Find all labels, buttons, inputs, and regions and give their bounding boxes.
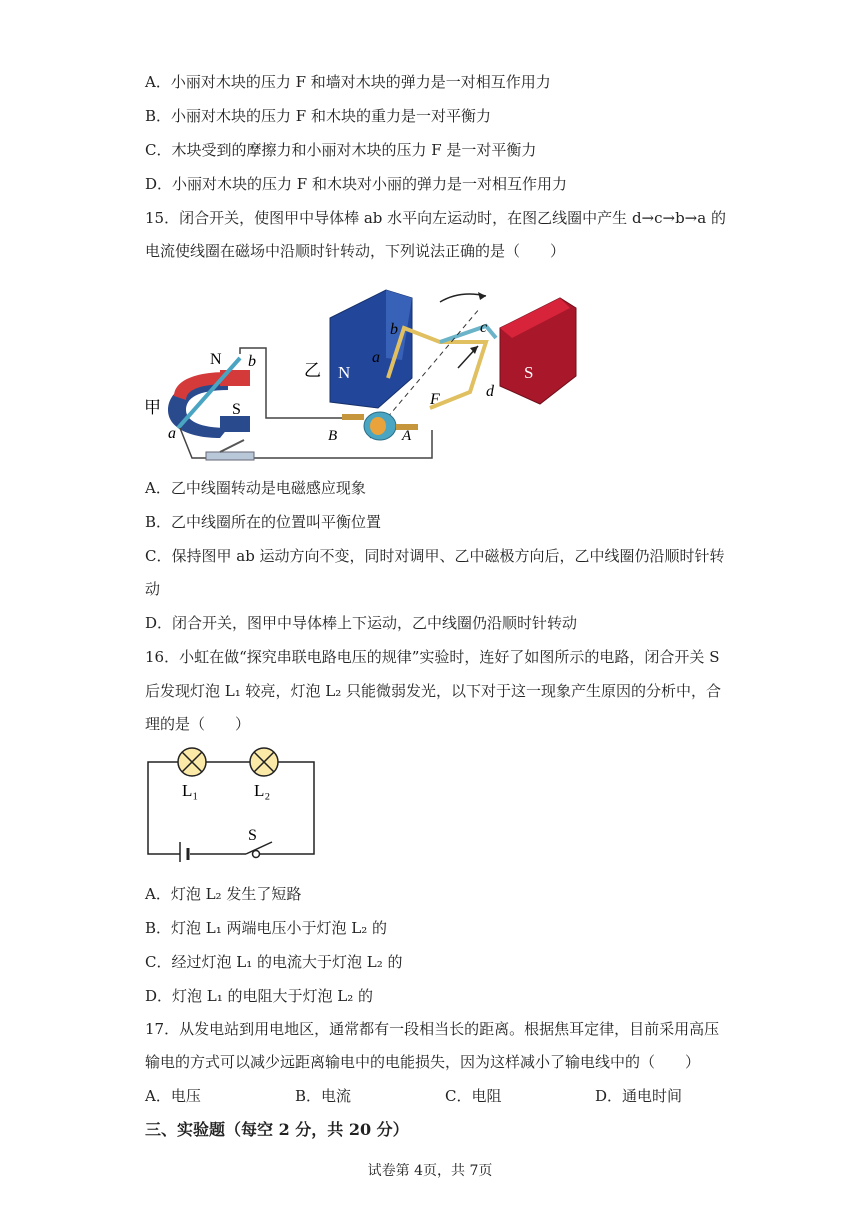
L2-label: L₂ — [254, 781, 271, 800]
q14-option-b: B．小丽对木块的压力 F 和木块的重力是一对平衡力 — [145, 107, 491, 125]
brush-B — [342, 414, 364, 420]
q14-option-d: D．小丽对木块的压力 F 和木块对小丽的弹力是一对相互作用力 — [145, 175, 567, 193]
q14-option-a: A．小丽对木块的压力 F 和墙对木块的弹力是一对相互作用力 — [145, 73, 551, 91]
q15-option-c-line1: C．保持图甲 ab 运动方向不变，同时对调甲、乙中磁极方向后，乙中线圈仍沿顺时针转 — [145, 547, 725, 565]
yi-N-label: N — [338, 363, 351, 382]
q17-option-d: D．通电时间 — [595, 1087, 683, 1105]
q17-stem-line2: 输电的方式可以减少远距离输电中的电能损失，因为这样减小了输电线中的（ ） — [145, 1053, 701, 1071]
q15-option-a: A．乙中线圈转动是电磁感应现象 — [145, 479, 366, 497]
yi-S-pole — [500, 298, 576, 404]
wire-left — [148, 762, 180, 854]
switch — [206, 440, 254, 460]
yi-coil-back — [440, 326, 496, 342]
L1-label: L₁ — [182, 781, 199, 800]
q17-option-c: C．电阻 — [445, 1087, 502, 1105]
q14-option-c: C．木块受到的摩擦力和小丽对木块的压力 F 是一对平衡力 — [145, 141, 537, 159]
q17-option-a: A．电压 — [145, 1087, 201, 1105]
S-label: S — [248, 827, 257, 844]
jia-a-label: a — [168, 425, 176, 442]
q15-figure-motor-generator — [140, 268, 740, 468]
q16-stem-line3: 理的是（ ） — [145, 715, 251, 733]
yi-b-label: b — [390, 321, 398, 338]
yi-S-label: S — [524, 363, 534, 382]
yi-a-label: a — [372, 349, 380, 366]
q16-stem-line1: 16．小虹在做“探究串联电路电压的规律”实验时，连好了如图所示的电路，闭合开关 S — [145, 648, 720, 666]
q16-stem-line2: 后发现灯泡 L₁ 较亮，灯泡 L₂ 只能微弱发光，以下对于这一现象产生原因的分析中，合 — [145, 682, 722, 700]
yi-label: 乙 — [304, 361, 321, 380]
yi-F-label: F — [430, 391, 440, 408]
q16-option-c: C．经过灯泡 L₁ 的电流大于灯泡 L₂ 的 — [145, 953, 403, 971]
page-footer: 试卷第 4页，共 7页 — [367, 1163, 493, 1179]
q16-option-d: D．灯泡 L₁ 的电阻大于灯泡 L₂ 的 — [145, 987, 374, 1005]
jia-b-label: b — [248, 353, 256, 370]
lamp-L2 — [250, 748, 278, 776]
rotation-arrowhead — [478, 292, 486, 300]
q16-figure-series-circuit — [140, 742, 330, 862]
yi-N-pole — [330, 290, 412, 408]
yi-c-label: c — [480, 319, 488, 336]
q17-option-b: B．电流 — [295, 1087, 352, 1105]
commutator-core — [370, 417, 386, 435]
jia-S-label: S — [232, 401, 241, 418]
q15-stem-line2: 电流使线圈在磁场中沿顺时针转动，下列说法正确的是（ ） — [145, 242, 566, 260]
lamp-L1 — [178, 748, 206, 776]
q15-option-c-line2: 动 — [145, 580, 161, 598]
battery — [180, 842, 190, 862]
q16-option-a: A．灯泡 L₂ 发生了短路 — [145, 885, 302, 903]
q15-stem-line1: 15．闭合开关，使图甲中导体棒 ab 水平向左运动时，在图乙线圈中产生 d→c→b→a 的 — [145, 209, 726, 227]
jia-label: 甲 — [144, 398, 161, 417]
yi-A-label: A — [402, 428, 412, 444]
jia-N-label: N — [210, 351, 222, 368]
yi-d-label: d — [486, 383, 494, 400]
q16-option-b: B．灯泡 L₁ 两端电压小于灯泡 L₂ 的 — [145, 919, 388, 937]
switch-S — [246, 842, 272, 860]
q15-option-b: B．乙中线圈所在的位置叫平衡位置 — [145, 513, 382, 531]
q17-stem-line1: 17．从发电站到用电地区，通常都有一段相当长的距离。根据焦耳定律，目前采用高压 — [145, 1020, 720, 1038]
section-heading-experiments: 三、实验题（每空 2 分，共 20 分） — [145, 1120, 409, 1139]
q15-option-d: D．闭合开关，图甲中导体棒上下运动，乙中线圈仍沿顺时针转动 — [145, 614, 578, 632]
yi-B-label: B — [328, 428, 338, 444]
